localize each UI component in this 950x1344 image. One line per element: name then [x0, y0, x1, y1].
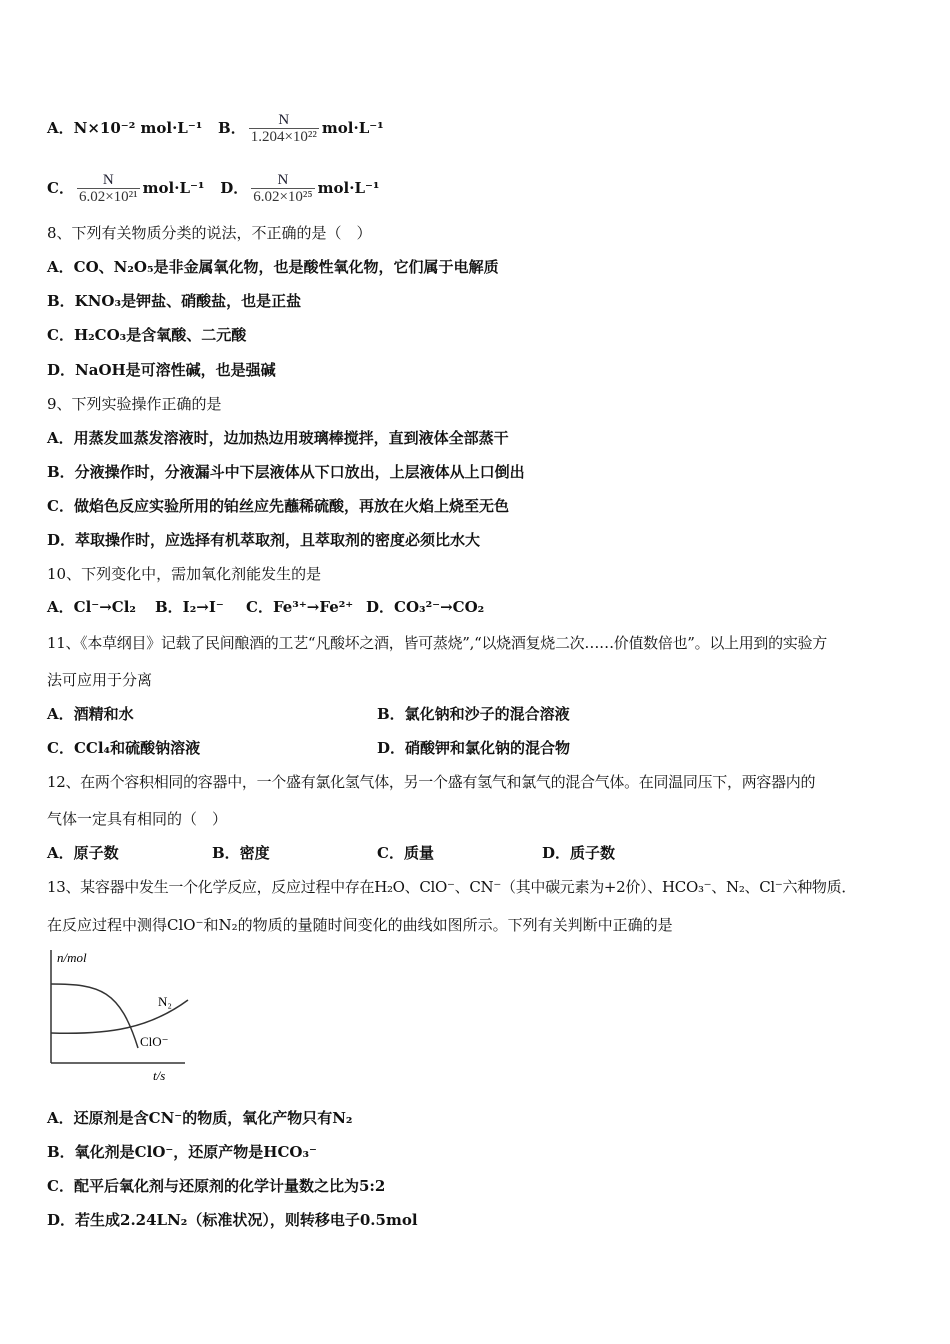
q12-option-c: C．质量 — [377, 844, 434, 862]
q12-stem-line1: 12、在两个容积相同的容器中，一个盛有氯化氢气体，另一个盛有氢气和氯气的混合气体。在同温同压下，两容器内的 — [47, 773, 816, 791]
q11-option-d: D．硝酸钾和氯化钠的混合物 — [377, 739, 571, 757]
q7-option-d-label: D． — [220, 179, 249, 197]
numerator: N — [277, 172, 289, 188]
n2-label: N₂ — [158, 994, 172, 1009]
q11-stem-line1: 11、《本草纲目》记载了民间酿酒的工艺“凡酸坏之酒，皆可蒸烧”,“以烧酒复烧二次……价值数倍也”。以上用到的实验方 — [47, 634, 827, 652]
q12-option-d: D．质子数 — [542, 844, 616, 862]
q10-option-c: C．Fe³⁺→Fe²⁺ — [246, 598, 354, 616]
q9-option-c: C．做焰色反应实验所用的铂丝应先蘸稀硫酸，再放在火焰上烧至无色 — [47, 497, 509, 515]
q13-option-d: D．若生成2.24LN₂（标准状况），则转移电子0.5mol — [47, 1211, 418, 1229]
q13-option-b: B．氧化剂是ClO⁻，还原产物是HCO₃⁻ — [47, 1143, 317, 1161]
denominator: 1.204×10²² — [250, 129, 317, 145]
q7-option-a: N×10⁻² mol·L⁻¹ — [73, 119, 203, 137]
q7-option-c-label: C． — [47, 179, 74, 197]
clo-curve — [51, 984, 138, 1048]
q12-stem-line2: 气体一定具有相同的（ ） — [47, 810, 228, 828]
q8-option-c: C．H₂CO₃是含氧酸、二元酸 — [47, 326, 247, 344]
numerator: N — [278, 112, 290, 128]
q10-option-d: D．CO₃²⁻→CO₂ — [366, 598, 485, 616]
q13-option-c: C．配平后氧化剂与还原剂的化学计量数之比为5:2 — [47, 1177, 386, 1195]
q13-option-a: A．还原剂是含CN⁻的物质，氧化产物只有N₂ — [47, 1109, 353, 1127]
q7-option-b-fraction — [249, 112, 319, 146]
q12-option-a: A．原子数 — [47, 844, 119, 862]
q7-options-cd — [47, 172, 379, 206]
q10-option-a: A．Cl⁻→Cl₂ — [47, 598, 136, 616]
q9-option-b: B．分液操作时，分液漏斗中下层液体从下口放出，上层液体从上口倒出 — [47, 463, 525, 481]
denominator: 6.02×10²⁵ — [253, 189, 313, 205]
q13-stem-line2: 在反应过程中测得ClO⁻和N₂的物质的量随时间变化的曲线如图所示。下列有关判断中正确的是 — [47, 916, 673, 934]
q8-stem: 8、下列有关物质分类的说法，不正确的是（ ） — [47, 224, 372, 242]
q13-figure — [40, 940, 200, 1085]
q7-option-c-fraction — [77, 172, 140, 206]
q12-option-b: B．密度 — [212, 844, 270, 862]
unit: mol·L⁻¹ — [317, 179, 380, 197]
q8-option-d: D．NaOH是可溶性碱，也是强碱 — [47, 361, 276, 379]
q10-option-b: B．I₂→I⁻ — [155, 598, 224, 616]
clo-label: ClO⁻ — [140, 1034, 169, 1049]
q11-option-c: C．CCl₄和硫酸钠溶液 — [47, 739, 201, 757]
q8-option-a: A．CO、N₂O₅是非金属氧化物，也是酸性氧化物，它们属于电解质 — [47, 258, 499, 276]
x-axis-label: t/s — [153, 1068, 166, 1083]
q7-option-d-fraction — [251, 172, 314, 206]
y-axis-label: n/mol — [57, 950, 87, 965]
q7-option-b-label: B． — [218, 119, 246, 137]
q7-option-a-label: A． — [47, 119, 74, 137]
q11-option-b: B．氯化钠和沙子的混合溶液 — [377, 705, 570, 723]
unit: mol·L⁻¹ — [321, 119, 384, 137]
q7-options-ab — [47, 112, 384, 146]
q8-option-b: B．KNO₃是钾盐、硝酸盐，也是正盐 — [47, 292, 302, 310]
q11-option-a: A．酒精和水 — [47, 705, 134, 723]
q9-stem: 9、下列实验操作正确的是 — [47, 395, 222, 413]
unit: mol·L⁻¹ — [142, 179, 205, 197]
q10-stem: 10、下列变化中，需加氧化剂能发生的是 — [47, 565, 322, 583]
q11-stem-line2: 法可应用于分离 — [47, 671, 153, 689]
q9-option-d: D．萃取操作时，应选择有机萃取剂，且萃取剂的密度必须比水大 — [47, 531, 481, 549]
numerator: N — [102, 172, 114, 188]
q13-stem-line1: 13、某容器中发生一个化学反应，反应过程中存在H₂O、ClO⁻、CN⁻（其中碳元素为+2价）、HCO₃⁻、N₂、Cl⁻六种物质． — [47, 878, 857, 896]
denominator: 6.02×10²¹ — [78, 189, 138, 205]
q9-option-a: A．用蒸发皿蒸发溶液时，边加热边用玻璃棒搅拌，直到液体全部蒸干 — [47, 429, 509, 447]
